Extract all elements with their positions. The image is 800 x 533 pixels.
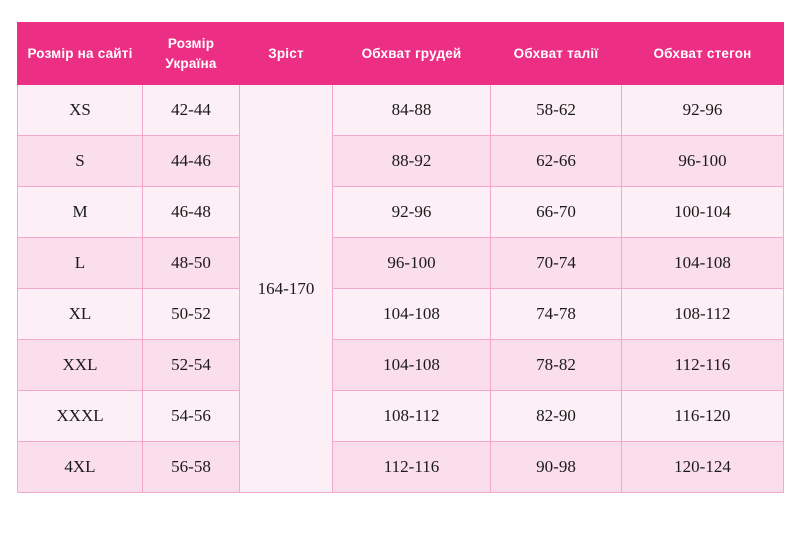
cell-hips: 92-96 [622, 85, 784, 136]
cell-waist: 66-70 [491, 187, 622, 238]
cell-chest: 104-108 [333, 289, 491, 340]
cell-site-size: S [18, 136, 143, 187]
table-body [18, 85, 784, 493]
cell-ua-size: 56-58 [143, 442, 240, 493]
table-row [18, 187, 784, 238]
table-row [18, 289, 784, 340]
cell-waist: 70-74 [491, 238, 622, 289]
table-row [18, 391, 784, 442]
cell-hips: 108-112 [622, 289, 784, 340]
column-header-site-size: Розмір на сайті [18, 23, 143, 85]
column-header-waist: Обхват талії [491, 23, 622, 85]
table-row [18, 340, 784, 391]
cell-site-size: XXXL [18, 391, 143, 442]
cell-height: 164-170 [240, 85, 333, 493]
cell-hips: 116-120 [622, 391, 784, 442]
table-row [18, 442, 784, 493]
cell-chest: 92-96 [333, 187, 491, 238]
cell-waist: 82-90 [491, 391, 622, 442]
table-header [18, 23, 784, 85]
cell-chest: 108-112 [333, 391, 491, 442]
cell-hips: 112-116 [622, 340, 784, 391]
cell-ua-size: 44-46 [143, 136, 240, 187]
cell-hips: 100-104 [622, 187, 784, 238]
cell-chest: 96-100 [333, 238, 491, 289]
cell-waist: 74-78 [491, 289, 622, 340]
cell-site-size: XL [18, 289, 143, 340]
cell-ua-size: 42-44 [143, 85, 240, 136]
column-header-chest: Обхват грудей [333, 23, 491, 85]
cell-ua-size: 54-56 [143, 391, 240, 442]
table-row [18, 238, 784, 289]
cell-waist: 90-98 [491, 442, 622, 493]
column-header-height: Зріст [240, 23, 333, 85]
cell-ua-size: 52-54 [143, 340, 240, 391]
cell-waist: 58-62 [491, 85, 622, 136]
cell-site-size: 4XL [18, 442, 143, 493]
cell-chest: 88-92 [333, 136, 491, 187]
cell-chest: 84-88 [333, 85, 491, 136]
cell-hips: 104-108 [622, 238, 784, 289]
size-chart-table [17, 22, 784, 493]
cell-hips: 120-124 [622, 442, 784, 493]
cell-waist: 62-66 [491, 136, 622, 187]
cell-site-size: L [18, 238, 143, 289]
cell-site-size: XS [18, 85, 143, 136]
cell-waist: 78-82 [491, 340, 622, 391]
cell-ua-size: 46-48 [143, 187, 240, 238]
cell-ua-size: 48-50 [143, 238, 240, 289]
cell-ua-size: 50-52 [143, 289, 240, 340]
table-header-row [18, 23, 784, 85]
table-row [18, 136, 784, 187]
column-header-ua-size: Розмір Україна [143, 23, 240, 85]
cell-chest: 104-108 [333, 340, 491, 391]
table-row [18, 85, 784, 136]
cell-site-size: M [18, 187, 143, 238]
cell-site-size: XXL [18, 340, 143, 391]
cell-hips: 96-100 [622, 136, 784, 187]
column-header-hips: Обхват стегон [622, 23, 784, 85]
cell-chest: 112-116 [333, 442, 491, 493]
